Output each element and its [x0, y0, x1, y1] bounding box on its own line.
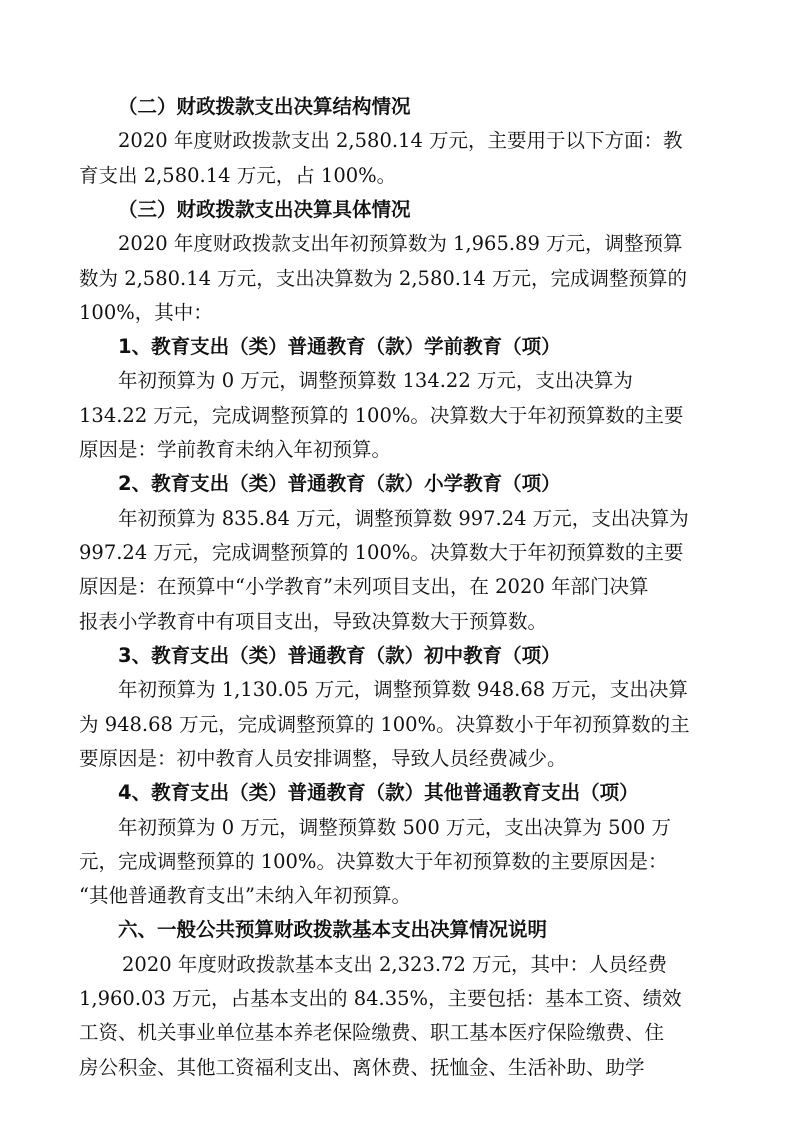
text: 数为 2,580.14 万元，支出决算数为 2,580.14 万元，完成调整预算的 — [79, 266, 687, 290]
text: 报表小学教育中有项目支出，导致决算数大于预算数。 — [79, 609, 548, 633]
heading-text: 2、教育支出（类）普通教育（款）小学教育（项） — [118, 472, 561, 496]
text: 年初预算为 1,130.05 万元，调整预算数 948.68 万元，支出决算 — [118, 678, 688, 702]
section-heading-structure — [0, 90, 793, 124]
heading-text: 3、教育支出（类）普通教育（款）初中教育（项） — [118, 643, 561, 667]
section-heading-basic-expenditure — [0, 913, 793, 947]
paragraph-line — [0, 124, 793, 158]
text: 997.24 万元，完成调整预算的 100%。决算数大于年初预算数的主要 — [79, 541, 684, 565]
paragraph-line — [0, 605, 793, 639]
text: 2020 年度财政拨款支出 2,580.14 万元，主要用于以下方面：教 — [118, 129, 683, 153]
paragraph-line — [0, 570, 793, 604]
item-heading-other — [0, 776, 793, 810]
paragraph-line — [0, 948, 793, 982]
paragraph-line — [0, 296, 793, 330]
text: 134.22 万元，完成调整预算的 100%。决算数大于年初预算数的主要 — [79, 403, 684, 427]
paragraph-line — [0, 845, 793, 879]
paragraph-line — [0, 811, 793, 845]
heading-text: 1、教育支出（类）普通教育（款）学前教育（项） — [118, 335, 561, 359]
text: 工资、机关事业单位基本养老保险缴费、职工基本医疗保险缴费、住 — [79, 1021, 665, 1045]
text: 要原因是：初中教育人员安排调整，导致人员经费减少。 — [79, 746, 567, 770]
text: 原因是：在预算中“小学教育”未列项目支出，在 2020 年部门决算 — [79, 575, 649, 599]
text: 元，完成调整预算的 100%。决算数大于年初预算数的主要原因是： — [79, 849, 668, 873]
text: 房公积金、其他工资福利支出、离休费、抚恤金、生活补助、助学 — [79, 1055, 645, 1079]
paragraph-line — [0, 879, 793, 913]
text: 为 948.68 万元，完成调整预算的 100%。决算数小于年初预算数的主 — [79, 712, 690, 736]
text: 育支出 2,580.14 万元，占 100%。 — [79, 163, 397, 187]
text: 1,960.03 万元，占基本支出的 84.35%，主要包括：基本工资、绩效 — [79, 987, 682, 1011]
paragraph-line — [0, 982, 793, 1016]
item-heading-preschool — [0, 330, 793, 364]
text: 2020 年度财政拨款基本支出 2,323.72 万元，其中：人员经费 — [122, 952, 668, 976]
paragraph-line — [0, 536, 793, 570]
paragraph-line — [0, 502, 793, 536]
paragraph-line — [0, 399, 793, 433]
paragraph-line — [0, 364, 793, 398]
item-heading-junior — [0, 639, 793, 673]
paragraph-line — [0, 1016, 793, 1050]
heading-text: 4、教育支出（类）普通教育（款）其他普通教育支出（项） — [118, 781, 639, 805]
text: 年初预算为 0 万元，调整预算数 134.22 万元，支出决算为 — [118, 369, 633, 393]
paragraph-line — [0, 262, 793, 296]
heading-text: （三）财政拨款支出决算具体情况 — [118, 197, 411, 221]
paragraph-line — [0, 673, 793, 707]
paragraph-line — [0, 742, 793, 776]
text: 100%，其中： — [79, 300, 213, 324]
paragraph-line — [0, 708, 793, 742]
section-heading-detail — [0, 193, 793, 227]
text: “其他普通教育支出”未纳入年初预算。 — [79, 884, 411, 908]
paragraph-line — [0, 227, 793, 261]
heading-text: 六、一般公共预算财政拨款基本支出决算情况说明 — [118, 918, 548, 942]
paragraph-line — [0, 159, 793, 193]
text: 原因是：学前教育未纳入年初预算。 — [79, 438, 392, 462]
heading-text: （二）财政拨款支出决算结构情况 — [118, 95, 411, 118]
text: 2020 年度财政拨款支出年初预算数为 1,965.89 万元，调整预算 — [118, 232, 683, 256]
item-heading-primary — [0, 467, 793, 501]
text: 年初预算为 0 万元，调整预算数 500 万元，支出决算为 500 万 — [118, 815, 672, 839]
paragraph-line — [0, 1051, 793, 1085]
text: 年初预算为 835.84 万元，调整预算数 997.24 万元，支出决算为 — [118, 506, 689, 530]
paragraph-line — [0, 433, 793, 467]
